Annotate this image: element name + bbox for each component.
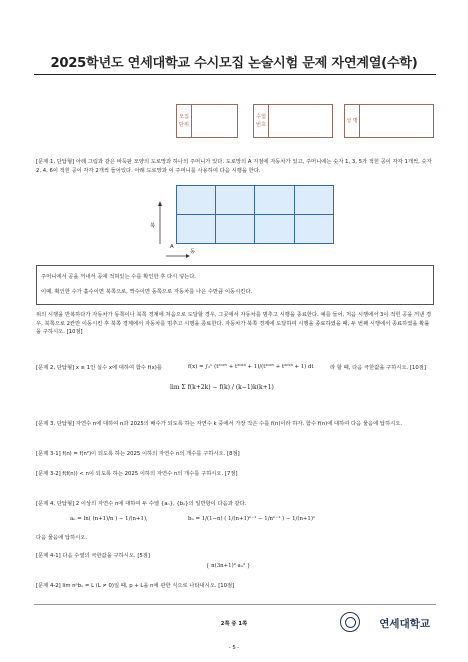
direction-arrows [140, 196, 190, 266]
university-logo: 연세대학교 [379, 618, 430, 630]
q3-1: [문제 3-1] f(n) = f(n²)이 되도록 하는 2025 이하의 자연수 n의 개수를 구하시오. [8점] [36, 451, 240, 457]
q1-intro: [문제 1, 단답형] 아래 그림과 같은 바둑판 모양의 도로망과 하나의 주머니가 있다. 도로망의 A 지점에 자동차가 있고, 주머니에는 숫자 1, 3, 5가 적힌 공이 각각 1개씩, 숫자 2, 4, 6이 적힌 공이 각각 2개씩 들어있다. 아래 도로망과 이 주머니를 사용하여 다음 시행을 한다. [36, 159, 432, 174]
q4-after: 다음 물음에 답하시오. [36, 535, 88, 541]
q3-2: [문제 3-2] f(f(n)) < n이 되도록 하는 2025 이하의 자연수 n의 개수를 구하시오. [7점] [36, 471, 238, 477]
q4-2: [문제 4-2] lim nᵖbₙ = L (L ≠ 0)일 때, p + L을 n에 관한 식으로 나타내시오. [10점] [36, 583, 235, 589]
header-divider [34, 74, 436, 75]
grid-cell [215, 185, 255, 215]
grid-cell [294, 185, 334, 215]
university-seal-icon [340, 612, 360, 632]
department-label: 모집단위 [177, 105, 192, 137]
east-label: 동 [190, 249, 196, 255]
q2-limit: lim Σ f(k+2k) − f(k) / (k−1)k(k+1) [170, 384, 274, 391]
footer-divider [34, 604, 436, 605]
name-box [344, 104, 434, 138]
department-box [176, 104, 238, 138]
rule-box [36, 265, 434, 305]
rule-1: 주머니에서 공을 꺼내서 공에 적혀있는 수를 확인한 후 다시 넣는다. [41, 274, 196, 280]
grid-cell [215, 214, 255, 244]
north-label: 북 [150, 223, 156, 229]
q4-1-formula: { n(3n+1)² aₙ² } [206, 563, 251, 569]
name-label: 성 명 [345, 105, 360, 137]
north-arrowhead [158, 201, 162, 206]
exam-number-box [253, 104, 333, 138]
q4-an: aₙ = ln( (n+1)/n ) − 1/(n+1), [70, 516, 148, 522]
q4-bn: bₙ = 1/(1−n) ( 1/(n+1)ⁿ⁻¹ − 1/nⁿ⁻¹ ) − 1/(n+1)ⁿ [188, 516, 316, 522]
road-grid [176, 185, 334, 244]
page-count: 2쪽 중 1쪽 [220, 621, 248, 627]
grid-cell [254, 185, 295, 215]
q4-text: [문제 4, 단답형] 2 이상의 자연수 n에 대하여 두 수열 {aₙ}, {bₙ}의 일반항이 다음과 같다. [36, 501, 247, 507]
grid-cell [254, 214, 295, 244]
page-title: 2025학년도 연세대학교 수시모집 논술시험 문제 자연계열(수학) [50, 56, 418, 71]
q2-text: [문제 2, 단답형] x ≥ 1인 실수 x에 대하여 함수 f(x)를 [36, 365, 162, 371]
grid-cell [294, 214, 334, 244]
q2-tail: 라 할 때, 다음 극한값을 구하시오. [10점] [330, 365, 426, 371]
page-number: - 5 - [228, 645, 240, 651]
q2-formula: f(x) = ∫₁ˣ (t²⁰²⁵ + t²⁰²³ + 1)/(t²⁰²⁵ + t²⁰²³ + 1) dt [188, 364, 314, 370]
q4-1: [문제 4-1] 다음 수열의 극한값을 구하시오. [5점] [36, 553, 150, 559]
rule-2: 이때, 확인한 수가 홀수이면 북쪽으로, 짝수이면 동쪽으로 자동차를 나은 수만큼 이동시킨다. [41, 289, 253, 295]
q3-text: [문제 3, 단답형] 자연수 n에 대하여 n과 2025의 배수가 되도록 하는 자연수 k 중에서 가장 작은 수를 f(n)이라 하자. 함수 f(n)에 대하여 다음 물음에 답하시오. [36, 421, 403, 427]
start-label-a: A [170, 244, 174, 250]
q1-body: 위의 시행을 반복하다가 자동차가 동쪽이나 북쪽 경계에 처음으로 도달할 경우, 그곳에서 자동차를 멈추고 시행을 종료한다. 예를 들어, 처음 시행에서 3이 적힌 공을 꺼낸 경우, 북쪽으로 2칸만 이동시킨 후 북쪽 경계에서 자동차를 멈추고 시행을 종료한다. 자동차가 북쪽 경계에 도달하여 시행을 종료하였을 때, 두 번째 시행에서 종료하였을 확률을 구하시오. [10점] [36, 312, 432, 336]
exam-number-label: 수험번호 [254, 105, 269, 137]
